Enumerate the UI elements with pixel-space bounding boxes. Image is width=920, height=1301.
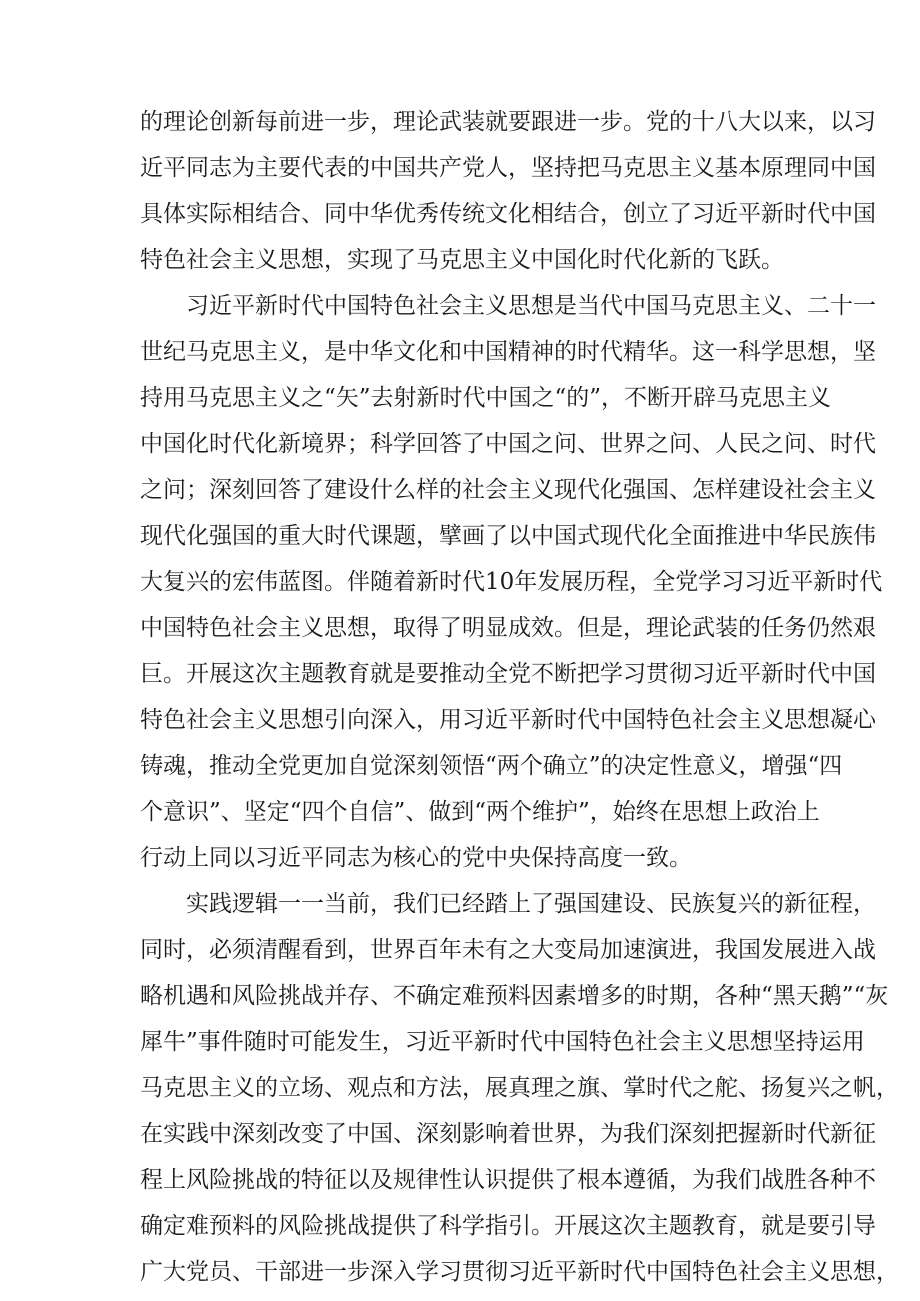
text-line: 同时，必须清醒看到，世界百年未有之大变局加速演进，我国发展进入战 xyxy=(140,937,876,963)
text-line: 确定难预料的风险挑战提供了科学指引。开展这次主题教育，就是要引导 xyxy=(140,1213,876,1239)
text-line: 世纪马克思主义，是中华文化和中国精神的时代精华。这一科学思想，坚 xyxy=(140,339,876,365)
text-line: 行动上同以习近平同志为核心的党中央保持高度一致。 xyxy=(140,845,692,871)
text-line: 马克思主义的立场、观点和方法，展真理之旗、掌时代之舵、扬复兴之帆， xyxy=(140,1075,899,1101)
text-line: 广大党员、干部进一步深入学习贯彻习近平新时代中国特色社会主义思想， xyxy=(140,1259,899,1285)
text-line: 犀牛”事件随时可能发生，习近平新时代中国特色社会主义思想坚持运用 xyxy=(140,1029,865,1055)
text-line: 巨。开展这次主题教育就是要推动全党不断把学习贯彻习近平新时代中国 xyxy=(140,661,876,687)
text-line: 近平同志为主要代表的中国共产党人，坚持把马克思主义基本原理同中国 xyxy=(140,155,876,181)
text-line: 中国化时代化新境界；科学回答了中国之问、世界之问、人民之问、时代 xyxy=(140,431,876,457)
text-line: 特色社会主义思想，实现了马克思主义中国化时代化新的飞跃。 xyxy=(140,247,784,273)
paragraph-first-line: 实践逻辑一一当前，我们已经踏上了强国建设、民族复兴的新征程， xyxy=(186,891,876,917)
text-line: 特色社会主义思想引向深入，用习近平新时代中国特色社会主义思想凝心 xyxy=(140,707,876,733)
text-line: 之问；深刻回答了建设什么样的社会主义现代化强国、怎样建设社会主义 xyxy=(140,477,876,503)
text-line: 铸魂，推动全党更加自觉深刻领悟“两个确立”的决定性意义，增强“四 xyxy=(140,753,843,779)
text-line: 在实践中深刻改变了中国、深刻影响着世界，为我们深刻把握新时代新征 xyxy=(140,1121,876,1147)
text-line: 持用马克思主义之“矢”去射新时代中国之“的”，不断开辟马克思主义 xyxy=(140,385,832,411)
text-line: 的理论创新每前进一步，理论武装就要跟进一步。党的十八大以来，以习 xyxy=(140,109,876,135)
text-line: 现代化强国的重大时代课题，擘画了以中国式现代化全面推进中华民族伟 xyxy=(140,523,876,549)
text-line: 中国特色社会主义思想，取得了明显成效。但是，理论武装的任务仍然艰 xyxy=(140,615,876,641)
text-line: 具体实际相结合、同中华优秀传统文化相结合，创立了习近平新时代中国 xyxy=(140,201,876,227)
text-line: 略机遇和风险挑战并存、不确定难预料因素增多的时期，各种“黑天鹅”“灰 xyxy=(140,983,889,1009)
text-line: 大复兴的宏伟蓝图。伴随着新时代10年发展历程，全党学习习近平新时代 xyxy=(140,569,883,595)
text-line: 程上风险挑战的特征以及规律性认识提供了根本遵循，为我们战胜各种不 xyxy=(140,1167,876,1193)
paragraph-first-line: 习近平新时代中国特色社会主义思想是当代中国马克思主义、二十一 xyxy=(186,293,876,319)
text-line: 个意识”、坚定“四个自信”、做到“两个维护”，始终在思想上政治上 xyxy=(140,799,820,825)
